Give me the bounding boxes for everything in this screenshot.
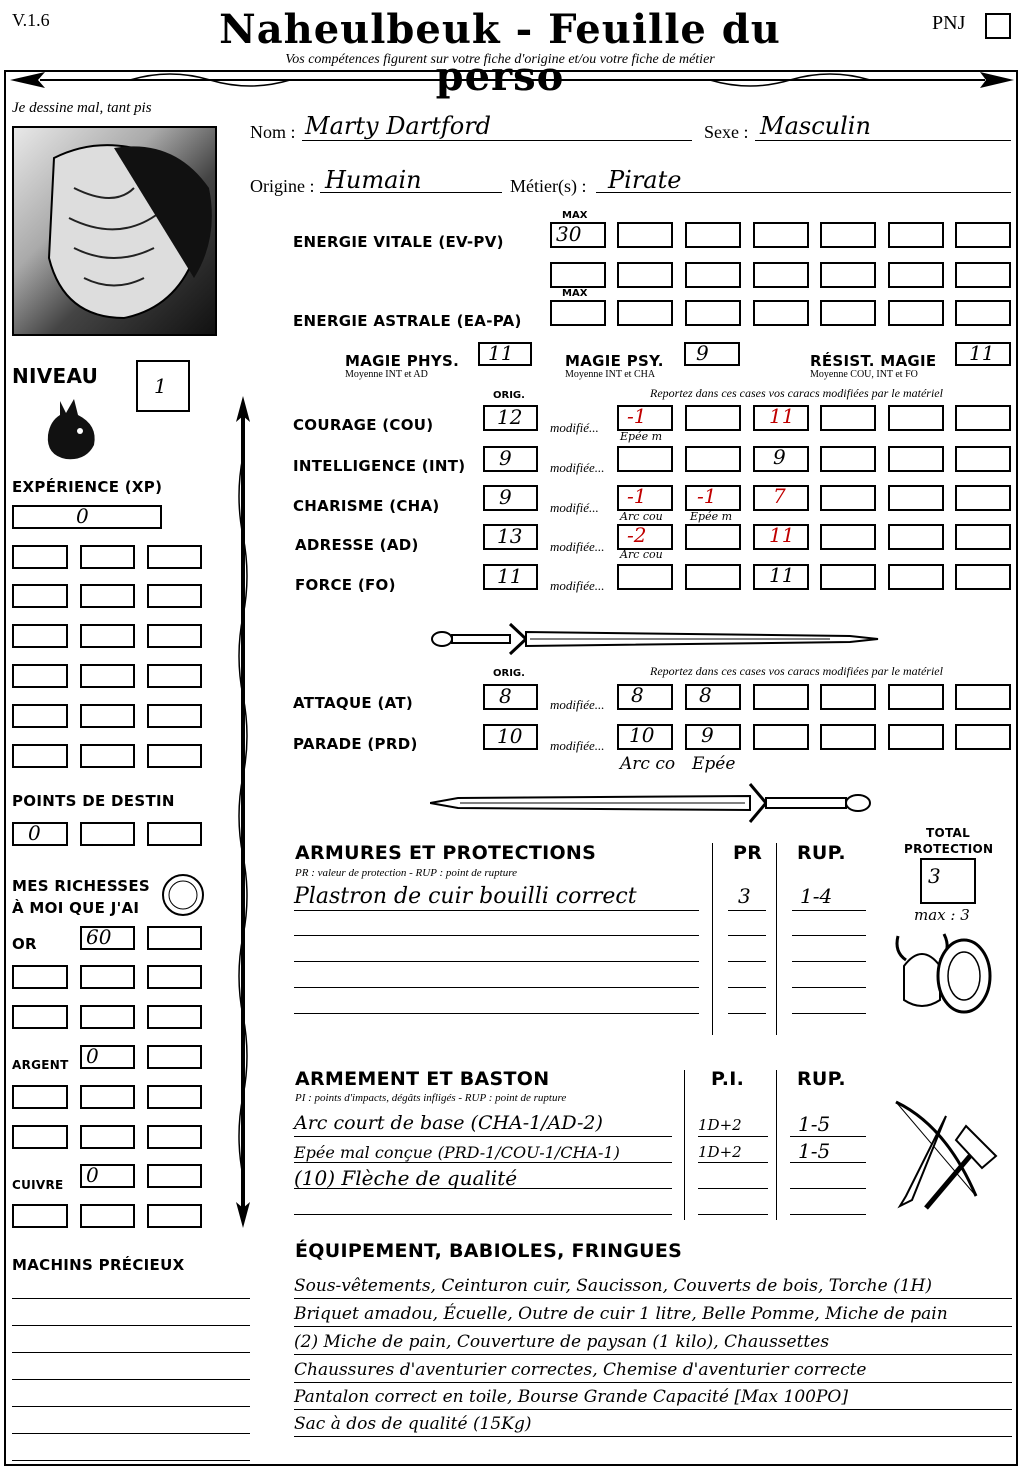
- argent-box[interactable]: [147, 1045, 202, 1069]
- at-mod-box[interactable]: [820, 684, 876, 710]
- resist-magie-value: 11: [969, 341, 995, 365]
- armor-pr-header: PR: [733, 842, 763, 864]
- equipment-line[interactable]: Sous-vêtements, Ceinturon cuir, Saucisson, Couverts de bois, Torche (1H): [294, 1276, 932, 1296]
- prd-mod-box[interactable]: [888, 724, 944, 750]
- xp-grid-box[interactable]: [12, 664, 68, 688]
- pnj-checkbox[interactable]: [985, 13, 1011, 39]
- destin-box[interactable]: [12, 822, 68, 846]
- ad-mod-box[interactable]: [753, 524, 809, 550]
- ea-max-label: MAX: [562, 288, 588, 299]
- armor-row-rup: 1-4: [800, 884, 833, 908]
- fo-mod-box[interactable]: [685, 564, 741, 590]
- ea-box[interactable]: [753, 300, 809, 326]
- ad-mod-1: -2: [627, 523, 647, 547]
- destin-label: POINTS DE DESTIN: [12, 792, 175, 810]
- int-orig-box[interactable]: [483, 446, 538, 472]
- prd-mod-1-caption: Arc co: [620, 754, 676, 774]
- cou-mod-label: modifié...: [550, 420, 599, 435]
- armor-row-name[interactable]: Plastron de cuir bouilli correct: [294, 884, 637, 909]
- ev-box[interactable]: [550, 262, 606, 288]
- ea-max-box[interactable]: [550, 300, 606, 326]
- argent-box[interactable]: [12, 1085, 68, 1109]
- cou-mod-box[interactable]: [820, 405, 876, 431]
- argent-box[interactable]: [147, 1085, 202, 1109]
- int-label: INTELLIGENCE (INT): [293, 457, 466, 475]
- argent-label: ARGENT: [12, 1058, 69, 1072]
- ad-mod-box[interactable]: [617, 524, 673, 550]
- ad-mod-box[interactable]: [685, 524, 741, 550]
- equipment-line[interactable]: Pantalon correct en toile, Bourse Grande Capacité [Max 100PO]: [294, 1387, 848, 1407]
- prd-mod-box[interactable]: [955, 724, 1011, 750]
- at-mod-2: 8: [699, 683, 712, 707]
- xp-grid-box[interactable]: [80, 584, 135, 608]
- cha-mod-1: -1: [627, 484, 647, 508]
- cuivre-value: 0: [86, 1163, 99, 1187]
- resist-magie-label: RÉSIST. MAGIE: [810, 352, 937, 370]
- weapons-title: ARMEMENT ET BASTON: [295, 1068, 550, 1090]
- cou-mod-1: -1: [627, 404, 647, 428]
- int-mod-box[interactable]: [820, 446, 876, 472]
- prd-mod-box[interactable]: [820, 724, 876, 750]
- destin-value: 0: [28, 821, 41, 845]
- at-mod-box[interactable]: [888, 684, 944, 710]
- helmet-shield-icon: [888, 926, 998, 1022]
- version-label: V.1.6: [12, 10, 50, 30]
- armor-title: ARMURES ET PROTECTIONS: [295, 842, 597, 864]
- ad-value: 13: [497, 524, 523, 548]
- int-value: 9: [499, 446, 512, 470]
- xp-label: EXPÉRIENCE (XP): [12, 478, 163, 496]
- cou-orig-box[interactable]: [483, 405, 538, 431]
- origin-label: Origine :: [250, 176, 315, 196]
- prd-mod-label: modifiée...: [550, 738, 605, 753]
- richesses-label-2: À MOI QUE J'AI: [12, 899, 140, 917]
- fo-orig-box[interactable]: [483, 564, 538, 590]
- int-mod-3: 9: [773, 445, 786, 469]
- name-label: Nom :: [250, 122, 296, 142]
- at-label: ATTAQUE (AT): [293, 694, 414, 712]
- xp-grid-box[interactable]: [147, 744, 202, 768]
- weapon-row-name[interactable]: Arc court de base (CHA-1/AD-2): [294, 1112, 603, 1134]
- at-mod-box[interactable]: [955, 684, 1011, 710]
- cuivre-label: CUIVRE: [12, 1178, 64, 1192]
- cha-mod-box[interactable]: [888, 485, 944, 511]
- fo-mod-box[interactable]: [820, 564, 876, 590]
- xp-grid-box[interactable]: [80, 744, 135, 768]
- magie-psy-box[interactable]: [684, 342, 740, 366]
- cha-value: 9: [499, 485, 512, 509]
- cha-mod-box[interactable]: [955, 485, 1011, 511]
- cha-orig-box[interactable]: [483, 485, 538, 511]
- cha-mod-1-caption: Arc cou: [620, 510, 663, 523]
- ad-orig-box[interactable]: [483, 524, 538, 550]
- page-subtitle: Vos compétences figurent sur votre fiche d'origine et/ou votre fiche de métier: [285, 52, 715, 67]
- ev-box[interactable]: [820, 262, 876, 288]
- ev-box[interactable]: [820, 222, 876, 248]
- total-protection-max: max : 3: [914, 906, 970, 924]
- weapon-row-name[interactable]: Epée mal conçue (PRD-1/COU-1/CHA-1): [294, 1143, 620, 1162]
- sex-field[interactable]: Masculin: [760, 112, 871, 140]
- argent-box[interactable]: [12, 1125, 68, 1149]
- fo-mod-box[interactable]: [955, 564, 1011, 590]
- or-box[interactable]: [147, 965, 202, 989]
- magie-phys-box[interactable]: [478, 342, 532, 366]
- resist-magie-sub: Moyenne COU, INT et FO: [810, 369, 918, 380]
- caracs-report-note: Reportez dans ces cases vos caracs modifiées par le matériel: [650, 386, 943, 400]
- armor-sub: PR : valeur de protection - RUP : point de rupture: [295, 867, 517, 879]
- machins-label: MACHINS PRÉCIEUX: [12, 1256, 185, 1274]
- ad-mod-box[interactable]: [888, 524, 944, 550]
- ev-box[interactable]: [753, 262, 809, 288]
- prd-mod-box[interactable]: [753, 724, 809, 750]
- niveau-label: NIVEAU: [12, 364, 99, 388]
- argent-box[interactable]: [80, 1045, 135, 1069]
- xp-grid-box[interactable]: [80, 664, 135, 688]
- int-mod-box[interactable]: [685, 446, 741, 472]
- weapons-sub: PI : points d'impacts, dégâts infligés - RUP : point de rupture: [295, 1092, 567, 1104]
- sword-icon: [430, 616, 880, 662]
- ev-box[interactable]: [753, 222, 809, 248]
- total-protection-label-1: TOTAL: [926, 826, 971, 840]
- cha-mod-box[interactable]: [753, 485, 809, 511]
- combat-report-note: Reportez dans ces cases vos caracs modifiées par le matériel: [650, 664, 943, 678]
- xp-grid-box[interactable]: [12, 584, 68, 608]
- magie-psy-label: MAGIE PSY.: [565, 352, 664, 370]
- ev-box[interactable]: [685, 222, 741, 248]
- ev-box[interactable]: [955, 262, 1011, 288]
- cou-mod-3: 11: [769, 404, 795, 428]
- cha-mod-box[interactable]: [685, 485, 741, 511]
- magie-phys-value: 11: [488, 341, 514, 365]
- job-label: Métier(s) :: [510, 176, 587, 196]
- cha-mod-2: -1: [697, 484, 717, 508]
- weapons-pi-header: P.I.: [711, 1068, 745, 1090]
- prd-mod-1: 10: [629, 723, 655, 747]
- total-protection-value: 3: [928, 864, 941, 888]
- ea-box[interactable]: [820, 300, 876, 326]
- at-mod-box[interactable]: [685, 684, 741, 710]
- cuivre-box[interactable]: [80, 1164, 135, 1188]
- fo-mod-3: 11: [769, 563, 795, 587]
- at-mod-box[interactable]: [753, 684, 809, 710]
- argent-box[interactable]: [147, 1125, 202, 1149]
- fo-mod-label: modifiée...: [550, 578, 605, 593]
- magie-phys-sub: Moyenne INT et AD: [345, 369, 428, 380]
- cou-mod-box[interactable]: [888, 405, 944, 431]
- coin-icon: [160, 872, 206, 918]
- int-mod-box[interactable]: [753, 446, 809, 472]
- destin-box[interactable]: [80, 822, 135, 846]
- ev-max-label: MAX: [562, 210, 588, 221]
- or-box[interactable]: [80, 1005, 135, 1029]
- prd-label: PARADE (PRD): [293, 735, 418, 753]
- xp-grid-box[interactable]: [80, 624, 135, 648]
- magie-psy-sub: Moyenne INT et CHA: [565, 369, 656, 380]
- xp-grid-box[interactable]: [12, 545, 68, 569]
- equipment-line[interactable]: (2) Miche de pain, Couverture de paysan (1 kilo), Chaussettes: [294, 1332, 830, 1352]
- job-field[interactable]: Pirate: [608, 166, 682, 194]
- total-protection-label-2: PROTECTION: [904, 842, 994, 856]
- int-mod-box[interactable]: [888, 446, 944, 472]
- magie-psy-value: 9: [696, 341, 709, 365]
- xp-grid-box[interactable]: [147, 584, 202, 608]
- at-value: 8: [499, 684, 512, 708]
- weapon-row-rup: 1-5: [798, 1139, 831, 1163]
- or-value: 60: [86, 925, 112, 949]
- niveau-value: 1: [154, 374, 167, 398]
- ad-mod-box[interactable]: [820, 524, 876, 550]
- fo-label: FORCE (FO): [295, 576, 396, 594]
- ev-max-box[interactable]: [550, 222, 606, 248]
- cuivre-box[interactable]: [147, 1164, 202, 1188]
- int-mod-box[interactable]: [617, 446, 673, 472]
- ev-box[interactable]: [955, 222, 1011, 248]
- armor-row-pr: 3: [738, 884, 751, 908]
- destin-box[interactable]: [147, 822, 202, 846]
- cha-mod-3: 7: [773, 484, 786, 508]
- cha-mod-label: modifié...: [550, 500, 599, 515]
- prd-value: 10: [497, 724, 523, 748]
- xp-box[interactable]: [12, 505, 162, 529]
- cou-mod-box[interactable]: [685, 405, 741, 431]
- weapons-crossed-icon: [886, 1096, 1006, 1216]
- caracs-orig-label: ORIG.: [493, 390, 525, 401]
- cha-mod-2-caption: Epée m: [690, 510, 733, 523]
- weapon-row-rup: 1-5: [798, 1112, 831, 1136]
- ea-box[interactable]: [617, 300, 673, 326]
- resist-magie-box[interactable]: [955, 342, 1011, 366]
- cou-mod-1-caption: Epée m: [620, 430, 663, 443]
- ev-box[interactable]: [617, 222, 673, 248]
- richesses-label-1: MES RICHESSES: [12, 877, 151, 895]
- argent-value: 0: [86, 1044, 99, 1068]
- fo-value: 11: [497, 564, 523, 588]
- argent-box[interactable]: [80, 1125, 135, 1149]
- ad-mod-1-caption: Arc cou: [620, 548, 663, 561]
- xp-grid-box[interactable]: [147, 664, 202, 688]
- prd-mod-2-caption: Epée: [692, 754, 736, 774]
- weapon-row-pi: 1D+2: [698, 1116, 742, 1134]
- at-orig-box[interactable]: [483, 684, 538, 710]
- weapon-row-name[interactable]: (10) Flèche de qualité: [294, 1166, 518, 1190]
- spear-icon: [228, 396, 258, 1228]
- magie-phys-label: MAGIE PHYS.: [345, 352, 460, 370]
- ev-box[interactable]: [888, 262, 944, 288]
- ev-box[interactable]: [888, 222, 944, 248]
- ad-label: ADRESSE (AD): [295, 536, 419, 554]
- ad-mod-box[interactable]: [955, 524, 1011, 550]
- cou-mod-box[interactable]: [753, 405, 809, 431]
- or-label: OR: [12, 935, 37, 953]
- cha-mod-box[interactable]: [820, 485, 876, 511]
- fo-mod-box[interactable]: [617, 564, 673, 590]
- xp-grid-box[interactable]: [80, 704, 135, 728]
- prd-mod-box[interactable]: [685, 724, 741, 750]
- xp-grid-box[interactable]: [147, 545, 202, 569]
- prd-orig-box[interactable]: [483, 724, 538, 750]
- ev-box[interactable]: [617, 262, 673, 288]
- cha-label: CHARISME (CHA): [293, 497, 440, 515]
- weapon-row-pi: 1D+2: [698, 1143, 742, 1161]
- or-box[interactable]: [12, 965, 68, 989]
- combat-orig-label: ORIG.: [493, 668, 525, 679]
- portrait-caption: Je dessine mal, tant pis: [12, 100, 152, 116]
- at-mod-label: modifiée...: [550, 697, 605, 712]
- cha-mod-box[interactable]: [617, 485, 673, 511]
- or-box[interactable]: [12, 1005, 68, 1029]
- ev-box[interactable]: [685, 262, 741, 288]
- origin-field[interactable]: Humain: [325, 166, 422, 194]
- cou-value: 12: [497, 405, 523, 429]
- cuivre-box[interactable]: [147, 1204, 202, 1228]
- cou-label: COURAGE (COU): [293, 416, 434, 434]
- prd-mod-2: 9: [701, 723, 714, 747]
- xp-grid-box[interactable]: [147, 624, 202, 648]
- ad-mod-3: 11: [769, 523, 795, 547]
- weapons-rup-header: RUP.: [797, 1068, 846, 1090]
- xp-grid-box[interactable]: [12, 624, 68, 648]
- ea-label: ENERGIE ASTRALE (EA-PA): [293, 312, 522, 330]
- name-field[interactable]: Marty Dartford: [305, 112, 492, 140]
- xp-grid-box[interactable]: [12, 744, 68, 768]
- ev-label: ENERGIE VITALE (EV-PV): [293, 233, 504, 251]
- ea-box[interactable]: [955, 300, 1011, 326]
- armor-rup-header: RUP.: [797, 842, 846, 864]
- equipment-line[interactable]: Briquet amadou, Écuelle, Outre de cuir 1 litre, Belle Pomme, Miche de pain: [294, 1304, 948, 1324]
- ev-max-value: 30: [556, 222, 582, 246]
- or-box[interactable]: [80, 926, 135, 950]
- dragon-icon: [40, 395, 106, 465]
- ea-box[interactable]: [888, 300, 944, 326]
- sword-icon: [430, 780, 875, 826]
- ea-box[interactable]: [685, 300, 741, 326]
- xp-grid-box[interactable]: [147, 704, 202, 728]
- or-box[interactable]: [147, 1005, 202, 1029]
- cuivre-box[interactable]: [80, 1204, 135, 1228]
- or-box[interactable]: [80, 965, 135, 989]
- or-box[interactable]: [147, 926, 202, 950]
- cuivre-box[interactable]: [12, 1204, 68, 1228]
- cou-mod-box[interactable]: [617, 405, 673, 431]
- at-mod-box[interactable]: [617, 684, 673, 710]
- portrait-image: [12, 126, 217, 336]
- niveau-box[interactable]: [136, 360, 190, 412]
- int-mod-label: modifiée...: [550, 460, 605, 475]
- argent-box[interactable]: [80, 1085, 135, 1109]
- fo-mod-box[interactable]: [753, 564, 809, 590]
- total-protection-box[interactable]: [920, 858, 976, 904]
- prd-mod-box[interactable]: [617, 724, 673, 750]
- xp-grid-box[interactable]: [12, 704, 68, 728]
- equipment-line[interactable]: Sac à dos de qualité (15Kg): [294, 1414, 532, 1434]
- pnj-label: PNJ: [932, 12, 966, 34]
- page-title: Naheulbeuk - Feuille du perso: [219, 6, 781, 100]
- equipment-line[interactable]: Chaussures d'aventurier correctes, Chemise d'aventurier correcte: [294, 1360, 867, 1380]
- xp-grid-box[interactable]: [80, 545, 135, 569]
- at-mod-1: 8: [631, 683, 644, 707]
- fo-mod-box[interactable]: [888, 564, 944, 590]
- equipment-title: ÉQUIPEMENT, BABIOLES, FRINGUES: [295, 1240, 683, 1262]
- cou-mod-box[interactable]: [955, 405, 1011, 431]
- ad-mod-label: modifiée...: [550, 539, 605, 554]
- xp-value: 0: [76, 504, 89, 528]
- int-mod-box[interactable]: [955, 446, 1011, 472]
- sex-label: Sexe :: [704, 122, 749, 142]
